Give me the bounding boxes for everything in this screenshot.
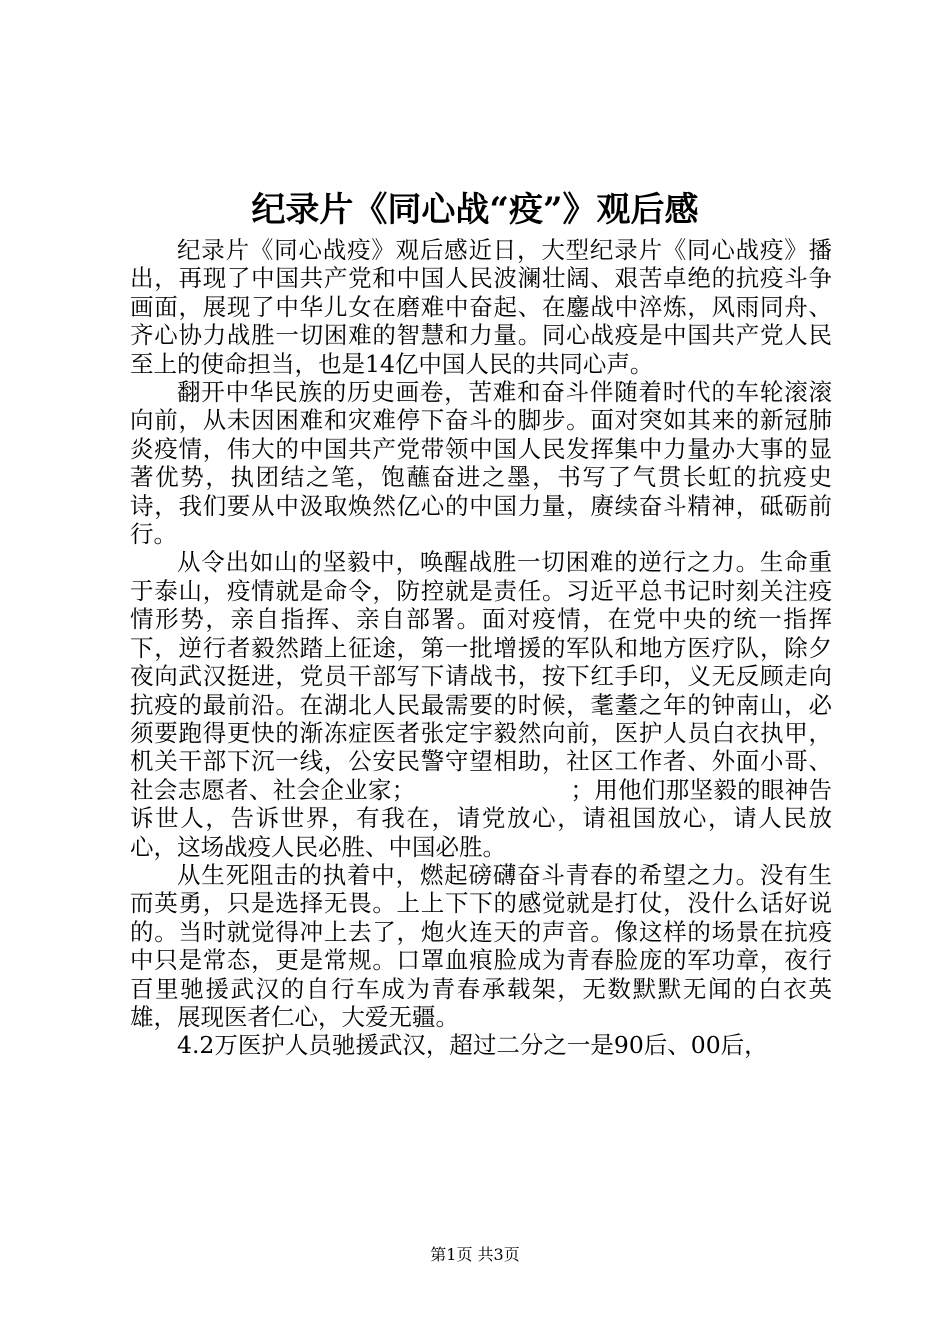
paragraph-3: 从令出如山的坚毅中，唤醒战胜一切困难的逆行之力。生命重于泰山，疫情就是命令，防控就是责任。习近平总书记时刻关注疫情形势，亲自指挥、亲自部署。面对疫情，在党中央的统一指挥下，逆行者毅然踏上征途，第一批增援的军队和地方医疗队，除夕夜向武汉挺进，党员干部写下请战书，按下红手印，义无反顾走向抗疫的最前沿。在湖北人民最需要的时候，耄耋之年的钟南山，必须要跑得更快的渐冻症医者张定宇毅然向前，医护人员白衣执甲，机关干部下沉一线，公安民警守望相助，社区工作者、外面小哥、社会志愿者、社会企业家； ；用他们那坚毅的眼神告诉世人，告诉世界，有我在，请党放心，请祖国放心，请人民放心，这场战疫人民必胜、中国必胜。: [130, 548, 832, 861]
page-footer: 第1页 共3页: [430, 1245, 520, 1264]
paragraph-4: 从生死阻击的执着中，燃起磅礴奋斗青春的希望之力。没有生而英勇，只是选择无畏。上上下下的感觉就是打仗，没什么话好说的。当时就觉得冲上去了，炮火连天的声音。像这样的场景在抗疫中只是常态，更是常规。口罩血痕脸成为青春脸庞的军功章，夜行百里驰援武汉的自行车成为青春承载架，无数默默无闻的白衣英雄，展现医者仁心，大爱无疆。: [130, 860, 832, 1031]
paragraph-2: 翻开中华民族的历史画卷，苦难和奋斗伴随着时代的车轮滚滚向前，从未因困难和灾难停下奋斗的脚步。面对突如其来的新冠肺炎疫情，伟大的中国共产党带领中国人民发挥集中力量办大事的显著优势，执团结之笔，饱蘸奋进之墨，书写了气贯长虹的抗疫史诗，我们要从中汲取焕然亿心的中国力量，赓续奋斗精神，砥砺前行。: [130, 378, 832, 549]
document-title: 纪录片《同心战“疫”》观后感: [251, 190, 699, 230]
paragraph-1: 纪录片《同心战疫》观后感近日，大型纪录片《同心战疫》播出，再现了中国共产党和中国人民波澜壮阔、艰苦卓绝的抗疫斗争画面，展现了中华儿女在磨难中奋起、在鏖战中淬炼，风雨同舟、齐心协力战胜一切困难的智慧和力量。同心战疫是中国共产党人民至上的使命担当，也是14亿中国人民的共同心声。: [130, 236, 832, 378]
document-body: [130, 236, 832, 1060]
paragraph-5: 4.2万医护人员驰援武汉，超过二分之一是90后、00后，: [177, 1031, 768, 1060]
